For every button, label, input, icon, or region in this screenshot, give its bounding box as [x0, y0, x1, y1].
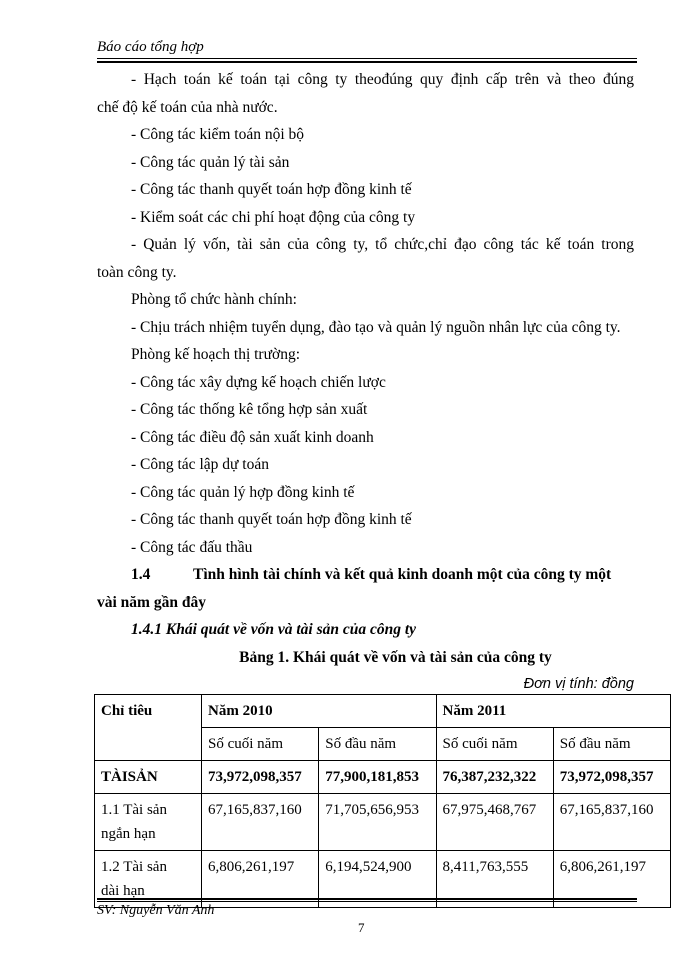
- page-number: 7: [358, 920, 365, 935]
- footer-rule: [97, 901, 637, 902]
- table-cell: 67,975,468,767: [436, 794, 553, 851]
- table-header-cell: Số cuối năm: [202, 728, 319, 761]
- list-item: - Kiểm soát các chi phí hoạt động của công ty: [131, 208, 416, 226]
- header-rule-thick: [97, 61, 637, 63]
- table-caption: Bảng 1. Khái quát về vốn và tài sản của công ty: [239, 648, 552, 666]
- asset-table: [94, 694, 671, 908]
- table-header-cell: Chỉ tiêu: [95, 695, 202, 761]
- paragraph-line: toàn công ty.: [97, 263, 177, 281]
- table-cell: 71,705,656,953: [319, 794, 436, 851]
- table-header-cell: Số đầu năm: [553, 728, 670, 761]
- list-item: - Công tác thanh quyết toán hợp đồng kinh tế: [131, 181, 412, 198]
- table-cell: 6,806,261,197: [202, 851, 319, 908]
- list-item: - Chịu trách nhiệm tuyển dụng, đào tạo và quản lý nguồn nhân lực của công ty.: [131, 318, 621, 336]
- row-label: TÀISẢN: [95, 761, 202, 794]
- row-label: [95, 794, 202, 851]
- list-item: - Công tác thanh quyết toán hợp đồng kinh tế: [131, 511, 412, 528]
- list-item: - Công tác đấu thầu: [131, 538, 253, 556]
- list-item: - Công tác điều độ sản xuất kinh doanh: [131, 428, 374, 446]
- department-title: Phòng kế hoạch thị trường:: [131, 346, 300, 363]
- paragraph-line: - Hạch toán kế toán tại công ty theođúng quy định cấp trên và theo đúng: [131, 71, 634, 88]
- department-title: Phòng tổ chức hành chính:: [131, 291, 297, 308]
- paragraph-line: chế độ kế toán của nhà nước.: [97, 98, 278, 116]
- row-label-line: ngắn hạn: [101, 826, 156, 842]
- footer-author: SV: Nguyễn Văn Anh: [97, 903, 215, 918]
- list-item: - Công tác xây dựng kế hoạch chiến lược: [131, 373, 386, 391]
- table-header-row: [95, 695, 671, 728]
- table-cell: 6,806,261,197: [553, 851, 670, 908]
- table-cell: 67,165,837,160: [553, 794, 670, 851]
- table-header-cell: Số đầu năm: [319, 728, 436, 761]
- list-item: - Công tác thống kê tổng hợp sản xuất: [131, 401, 368, 418]
- table-cell: 67,165,837,160: [202, 794, 319, 851]
- row-label-line: 1.1 Tài sản: [101, 802, 167, 818]
- table-cell: 8,411,763,555: [436, 851, 553, 908]
- table-cell: 6,194,524,900: [319, 851, 436, 908]
- section-title: Tình hình tài chính và kết quả kinh doanh một của công ty một: [193, 566, 612, 583]
- table-cell: 77,900,181,853: [319, 761, 436, 794]
- section-number: 1.4: [131, 566, 151, 583]
- list-item: - Công tác quản lý hợp đồng kinh tế: [131, 483, 355, 501]
- footer-rule-thick: [97, 898, 637, 900]
- table-cell: 76,387,232,322: [436, 761, 553, 794]
- table-header-cell: Năm 2010: [202, 695, 437, 728]
- list-item: - Công tác quản lý tài sản: [131, 153, 290, 171]
- subsection-heading: 1.4.1 Khái quát về vốn và tài sản của công ty: [131, 621, 417, 638]
- paragraph-line: - Quản lý vốn, tài sản của công ty, tổ chức,chỉ đạo công tác kế toán trong: [131, 236, 634, 253]
- list-item: - Công tác lập dự toán: [131, 456, 269, 473]
- table-row: [95, 794, 671, 851]
- row-label-line: dài hạn: [101, 883, 145, 899]
- row-label-line: 1.2 Tài sản: [101, 859, 167, 875]
- table-cell: 73,972,098,357: [202, 761, 319, 794]
- body-text: [97, 66, 634, 699]
- table-row: [95, 761, 671, 794]
- unit-note: Đơn vị tính: đồng: [523, 676, 634, 692]
- page-header: Báo cáo tổng hợp: [97, 39, 204, 55]
- header-rule: [97, 58, 637, 59]
- section-heading-cont: vài năm gần đây: [97, 593, 206, 611]
- table-cell: 73,972,098,357: [553, 761, 670, 794]
- table-header-cell: Năm 2011: [436, 695, 671, 728]
- list-item: - Công tác kiểm toán nội bộ: [131, 126, 305, 143]
- table-header-cell: Số cuối năm: [436, 728, 553, 761]
- section-heading: [97, 561, 634, 589]
